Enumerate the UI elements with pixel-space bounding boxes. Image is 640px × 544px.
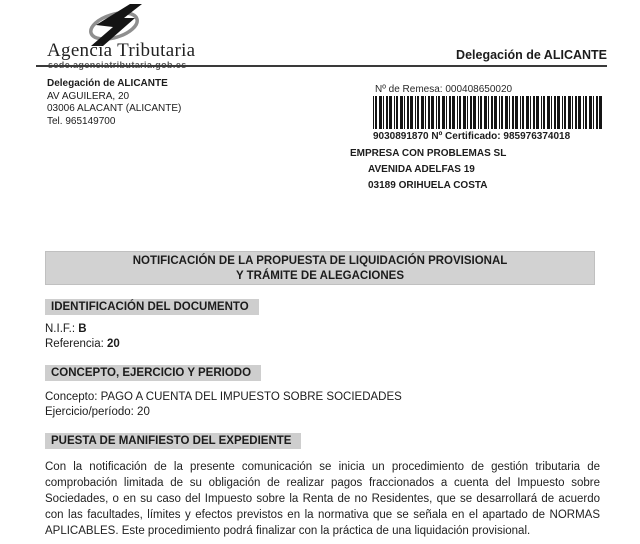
notification-title-bar (45, 251, 595, 285)
header-divider (36, 65, 607, 67)
nif-value: B (78, 323, 87, 335)
sender-office: Delegación de ALICANTE (47, 78, 168, 89)
brand-name: Agencia Tributaria (47, 40, 196, 61)
reference-value: 20 (107, 338, 120, 350)
sender-phone: Tel. 965149700 (47, 115, 116, 127)
certificate-number: 9030891870 Nº Certificado: 985976374018 (373, 131, 571, 142)
section-heading-expediente: PUESTA DE MANIFIESTO DEL EXPEDIENTE (45, 433, 301, 449)
barcode-icon (373, 96, 603, 129)
recipient-city: 03189 ORIHUELA COSTA (368, 180, 488, 191)
sender-street: AV AGUILERA, 20 (47, 90, 130, 102)
nif-label: N.I.F.: (45, 323, 76, 335)
title-line-1: NOTIFICACIÓN DE LA PROPUESTA DE LIQUIDACIÓN PROVISIONAL (132, 255, 508, 267)
sender-city: 03006 ALACANT (ALICANTE) (47, 103, 182, 114)
sender-address-block (47, 78, 181, 128)
title-line-2: Y TRÁMITE DE ALEGACIONES (235, 270, 405, 282)
nif-line (45, 322, 120, 337)
section-heading-identificacion: IDENTIFICACIÓN DEL DOCUMENTO (45, 299, 259, 315)
section-heading-concepto: CONCEPTO, EJERCICIO Y PERIODO (45, 365, 261, 381)
reference-label: Referencia: (45, 338, 104, 350)
remesa-number: Nº de Remesa: 000408650020 (375, 84, 513, 95)
ejercicio-line: Ejercicio/período: 20 (45, 406, 150, 418)
concepto-line: Concepto: PAGO A CUENTA DEL IMPUESTO SOBRE SOCIEDADES (45, 391, 402, 403)
concepto-content (45, 390, 402, 420)
recipient-name: EMPRESA CON PROBLEMAS SL (350, 148, 507, 159)
expediente-paragraph: Con la notificación de la presente comunicación se inicia un procedimiento de gestión tributaria de comprobación limitada de su obligación de realizar pagos fraccionados a cuenta del Impuesto sobre Sociedades, o en su caso del Impuesto sobre la Renta de no Residentes, que se desarrollará de acuerdo con las facultades, límites y efectos previstos en la normativa que se señala en el apartado de NORMAS APLICABLES. Este procedimiento podrá finalizar con la práctica de una liquidación provisional. (45, 461, 600, 537)
recipient-street: AVENIDA ADELFAS 19 (368, 164, 475, 175)
delegation-header: Delegación de ALICANTE (456, 48, 607, 62)
reference-line (45, 337, 120, 352)
recipient-address-block (350, 146, 506, 194)
identification-content (45, 322, 120, 352)
